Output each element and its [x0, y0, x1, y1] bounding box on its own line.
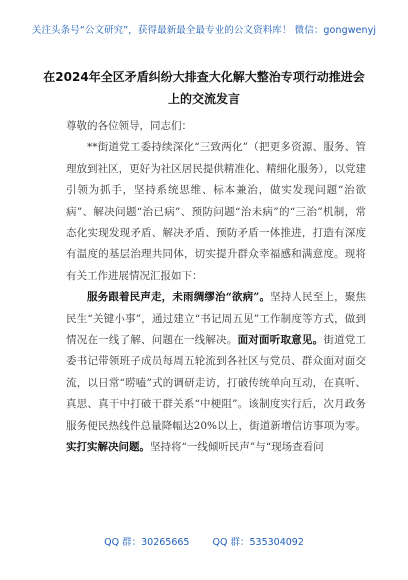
document-body — [66, 116, 366, 459]
paragraph-2-text-e: 坚持将“一线倾听民声”与“现场查看问 — [150, 441, 324, 454]
paragraph-2-subhead-2: 实打实解决问题。 — [66, 441, 150, 454]
document-title: 在2024年全区矛盾纠纷大排查大化解大整治专项行动推进会上的交流发言 — [43, 70, 365, 106]
paragraph-2-subhead-1: 面对面听取意见。 — [237, 334, 324, 347]
salutation: 尊敬的各位领导，同志们： — [66, 120, 192, 132]
paragraph-2-lead: 服务跟着民声走，未雨绸缪治“欲病”。 — [87, 291, 271, 304]
header-banner: 关注头条号“公文研究”，获得最新最全最专业的公文资料库！ 微信：gongwenyj — [31, 25, 377, 36]
paragraph-2 — [66, 287, 366, 458]
paragraph-1: **街道党工委持续深化“三致两化”（把更多资源、服务、管理放到社区，更好为社区居民提供精准化、精细化服务），以党建引领为抓手，坚持系统思维、标本兼治，做实发现问题“治欲病”、解决问题“治已病”、预防问题“治未病”的“三治”机制，常态化实现发现矛盾、解决矛盾、预防矛盾一体推进，打造有深度有温度的基层治理共同体，切实提升群众幸福感和满意度。现将有关工作进展情况汇报如下： — [66, 141, 366, 282]
footer — [0, 534, 408, 548]
footer-qq-1: QQ 群：30265665 — [104, 537, 190, 548]
paragraph-2-text-c: 街道党工委书记带领班子成员每周五轮流到各社区与党员、群众面对面交流，以日常“唠嗑”式的调研走访，打破传统单向互动，在真听、真思、真干中打破干群关系“中梗阻”。该制度实行后，次月政务服务便民热线件总量降幅达20%以上，街道新增信访事项为零。 — [66, 334, 367, 432]
footer-qq-2: QQ 群：535304092 — [212, 537, 304, 548]
paragraph-2-text-a: 坚持人民至上，聚焦民生“关键小事”，通过建立“书记周五见”工作制度等方式，做到情况在一线了解、问题在一线解决。 — [66, 291, 366, 347]
